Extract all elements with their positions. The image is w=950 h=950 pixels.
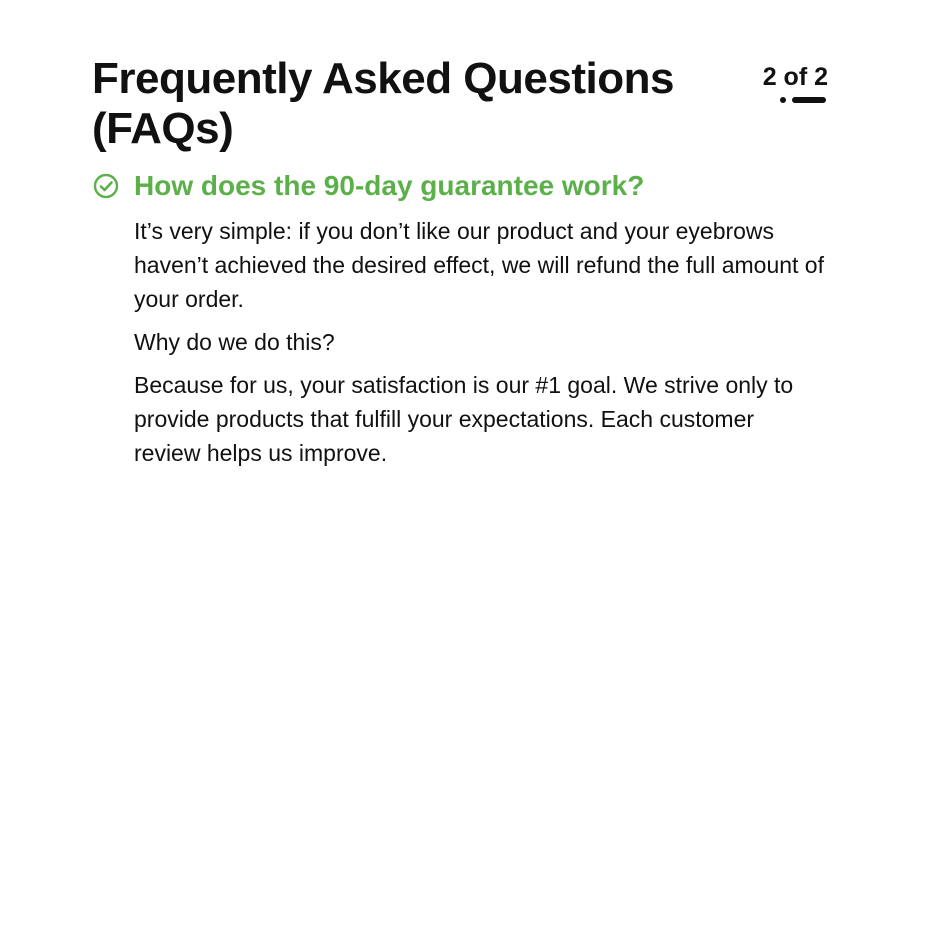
page-dot-active	[792, 97, 826, 103]
page-title	[92, 54, 712, 154]
faq-question	[92, 166, 832, 206]
faq-answer-paragraph-2: Why do we do this?	[134, 329, 335, 355]
faq-question-text: How does the 90-day guarantee work?	[134, 170, 645, 201]
page-indicator-label: 2 of 2	[762, 63, 828, 91]
check-circle-icon	[92, 172, 120, 200]
page-title-line-2: (FAQs)	[92, 104, 234, 153]
faq-item	[92, 166, 832, 479]
page-indicator-dots	[780, 96, 826, 104]
page-indicator	[756, 62, 828, 92]
faq-answer-paragraph-3: Because for us, your satisfaction is our #1 goal. We strive only to provide products that fulfill your expectations. Each customer review helps us improve.	[134, 372, 794, 466]
faq-answer	[134, 214, 824, 470]
faq-answer-paragraph-1: It’s very simple: if you don’t like our product and your eyebrows haven’t achieved the desired effect, we will refund the full amount of your order.	[134, 218, 824, 312]
page-dot-inactive	[780, 97, 786, 103]
page-title-line-1: Frequently Asked Questions	[92, 54, 674, 103]
